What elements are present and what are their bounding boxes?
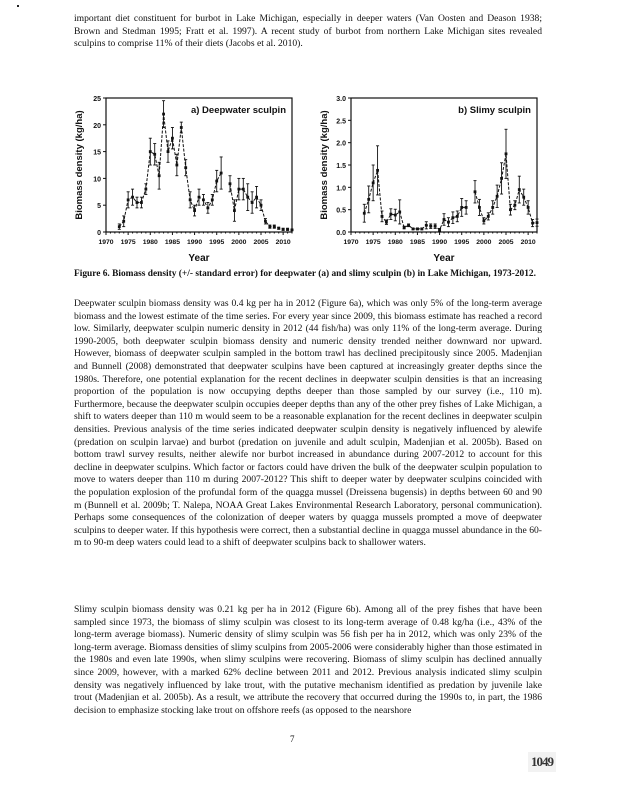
data-point bbox=[451, 216, 454, 219]
y-tick-label: 0.5 bbox=[336, 207, 346, 215]
data-point bbox=[372, 181, 375, 184]
data-point bbox=[122, 220, 125, 223]
data-point bbox=[291, 228, 294, 231]
data-point bbox=[202, 198, 205, 201]
data-point bbox=[229, 182, 232, 185]
data-point bbox=[193, 209, 196, 212]
data-point bbox=[412, 227, 415, 230]
data-point bbox=[189, 198, 192, 201]
data-point bbox=[180, 126, 183, 129]
data-point bbox=[255, 196, 258, 199]
data-point bbox=[478, 206, 481, 209]
figure-6 bbox=[70, 90, 550, 265]
x-tick-label: 1995 bbox=[209, 239, 225, 246]
chart-title: b) Slimy sculpin bbox=[458, 105, 531, 116]
data-point bbox=[447, 221, 450, 224]
data-point bbox=[127, 198, 130, 201]
data-point bbox=[531, 222, 534, 225]
data-point bbox=[260, 204, 263, 207]
data-point bbox=[153, 153, 156, 156]
y-tick-label: 0 bbox=[97, 230, 101, 237]
data-point bbox=[158, 174, 161, 177]
data-point bbox=[385, 221, 388, 224]
data-point bbox=[136, 201, 139, 204]
data-point bbox=[443, 218, 446, 221]
intro-paragraph: important diet constituent for burbot in Lake Michigan, especially in deeper waters (Van Oosten and Deason 1938; Brown and Stedman 1995; Fratt et al. 1997). A recent study of burbot from northern Lake Michigan sites revealed sculpins to comprise 11% of their diets (Jacobs et al. 2010). bbox=[74, 13, 542, 50]
data-point bbox=[487, 215, 490, 218]
x-tick-label: 1980 bbox=[387, 239, 403, 246]
data-series-line bbox=[364, 154, 537, 230]
x-tick-label: 2010 bbox=[520, 239, 536, 246]
y-tick-label: 10 bbox=[93, 176, 101, 184]
x-tick-label: 1990 bbox=[432, 239, 448, 246]
y-tick-label: 0.0 bbox=[336, 230, 346, 237]
data-point bbox=[527, 206, 530, 209]
x-axis-label: Year bbox=[188, 253, 210, 264]
data-point bbox=[198, 196, 201, 199]
y-tick-label: 3.0 bbox=[336, 96, 346, 103]
data-point bbox=[118, 225, 121, 228]
data-point bbox=[215, 180, 218, 183]
data-point bbox=[376, 169, 379, 172]
data-point bbox=[505, 152, 508, 155]
x-tick-label: 1995 bbox=[454, 239, 470, 246]
data-series-line bbox=[119, 114, 292, 230]
x-tick-label: 1980 bbox=[142, 239, 158, 246]
figure-caption: Figure 6. Biomass density (+/- standard error) for deepwater (a) and slimy sculpin (b) in Lake Michigan, 1973-2012. bbox=[74, 269, 536, 279]
x-tick-label: 2005 bbox=[253, 239, 269, 246]
data-point bbox=[482, 219, 485, 222]
x-tick-label: 1975 bbox=[365, 239, 381, 246]
data-point bbox=[438, 228, 441, 231]
data-point bbox=[268, 225, 271, 228]
data-point bbox=[171, 137, 174, 140]
x-tick-label: 1970 bbox=[343, 239, 359, 246]
data-point bbox=[491, 206, 494, 209]
y-tick-label: 2.5 bbox=[336, 118, 346, 126]
data-point bbox=[167, 150, 170, 153]
data-point bbox=[381, 215, 384, 218]
data-point bbox=[264, 220, 267, 223]
data-point bbox=[140, 201, 143, 204]
data-point bbox=[513, 204, 516, 207]
plot-frame bbox=[351, 98, 537, 232]
data-point bbox=[522, 196, 525, 199]
plot-frame bbox=[106, 98, 292, 232]
x-tick-label: 1990 bbox=[187, 239, 203, 246]
chart-deepwater-sculpin bbox=[70, 90, 305, 265]
chart-slimy-sculpin bbox=[315, 90, 550, 265]
data-point bbox=[206, 206, 209, 209]
data-point bbox=[536, 221, 539, 224]
data-point bbox=[394, 214, 397, 217]
data-point bbox=[184, 166, 187, 169]
x-tick-label: 2005 bbox=[498, 239, 514, 246]
x-tick-label: 1975 bbox=[120, 239, 136, 246]
x-tick-label: 2000 bbox=[231, 239, 247, 246]
data-point bbox=[460, 206, 463, 209]
y-tick-label: 2.0 bbox=[336, 140, 346, 148]
data-point bbox=[131, 196, 134, 199]
y-tick-label: 1.0 bbox=[336, 185, 346, 193]
y-tick-label: 20 bbox=[93, 122, 101, 130]
paragraph-deepwater-sculpin: Deepwater sculpin biomass density was 0.4 kg per ha in 2012 (Figure 6a), which was only 5% of the long-term average biomass and the lowest estimate of the time series. For every year since 2009, this biomass estimate has reached a record low. Similarly, deepwater sculpin numeric density in 2012 (44 fish/ha) was only 11% of the long-term average. During 1990-2005, both deepwater sculpin biomass density and numeric density trended neither downward nor upward. However, biomass of deepwater sculpin sampled in the bottom trawl has declined precipitously since 2005. Madenjian and Bunnell (2008) demonstrated that deepwater sculpins have been captured at increasingly greater depths since the 1980s. Therefore, one potential explanation for the recent declines in deepwater sculpin densities is that an increasing proportion of the population is now occupying depths deeper than those sampled by our survey (i.e., 110 m). Furthermore, because the deepwater sculpin occupies deeper depths than any of the other prey fishes of Lake Michigan, a shift to waters deeper than 110 m would seem to be a reasonable explanation for the recent declines in deepwater sculpin densities. Previous analysis of the time series indicated deepwater sculpin density is negatively influenced by alewife (predation on sculpin larvae) and burbot (predation on juvenile and adult sculpin, Madenjian et al. 2005b). Based on bottom trawl survey results, neither alewife nor burbot increased in abundance during 2007-2012 to account for this decline in deepwater sculpins. Which factor or factors could have driven the bulk of the deepwater sculpin population to move to waters deeper than 110 m during 2007-2012? This shift to deeper water by deepwater sculpins coincided with the population explosion of the profundal form of the quagga mussel (Dreissena bugensis) in depths between 60 and 90 m (Bunnell et al. 2009b; T. Nalepa, NOAA Great Lakes Environmental Research Laboratory, personal communication). Perhaps some consequences of the colonization of deeper waters by quagga mussels prompted a move of deepwater sculpins to deeper water. If this hypothesis were correct, then a substantial decline in quagga mussel abundance in the 60-m to 90-m deep waters could lead to a shift of deepwater sculpins back to shallower waters. bbox=[74, 298, 542, 549]
data-point bbox=[518, 188, 521, 191]
data-point bbox=[237, 188, 240, 191]
data-point bbox=[242, 188, 245, 191]
data-point bbox=[246, 196, 249, 199]
bates-stamp: 1049 bbox=[528, 752, 556, 772]
x-axis-label: Year bbox=[433, 253, 455, 264]
data-point bbox=[175, 164, 178, 167]
y-axis-label: Biomass density (kg/ha) bbox=[74, 110, 85, 220]
y-tick-label: 1.5 bbox=[336, 163, 346, 170]
x-tick-label: 2000 bbox=[476, 239, 492, 246]
data-point bbox=[144, 188, 147, 191]
y-tick-label: 5 bbox=[97, 203, 101, 211]
data-point bbox=[496, 195, 499, 198]
scan-speck bbox=[17, 5, 19, 7]
data-point bbox=[465, 206, 468, 209]
data-point bbox=[398, 211, 401, 214]
y-tick-label: 15 bbox=[93, 149, 101, 157]
data-point bbox=[403, 226, 406, 229]
data-point bbox=[233, 209, 236, 212]
data-point bbox=[363, 212, 366, 215]
data-point bbox=[273, 225, 276, 228]
y-tick-label: 25 bbox=[93, 96, 101, 103]
data-point bbox=[162, 113, 165, 116]
data-point bbox=[434, 225, 437, 228]
data-point bbox=[407, 224, 410, 227]
data-point bbox=[367, 198, 370, 201]
x-tick-label: 1985 bbox=[164, 239, 180, 246]
data-point bbox=[282, 228, 285, 231]
data-point bbox=[277, 227, 280, 230]
data-point bbox=[420, 227, 423, 230]
data-point bbox=[389, 213, 392, 216]
data-point bbox=[509, 208, 512, 211]
data-point bbox=[500, 177, 503, 180]
data-point bbox=[211, 198, 214, 201]
data-point bbox=[251, 201, 254, 204]
x-tick-label: 2010 bbox=[275, 239, 291, 246]
y-axis-label: Biomass density (kg/ha) bbox=[319, 110, 330, 220]
data-point bbox=[286, 228, 289, 231]
data-point bbox=[474, 190, 477, 193]
data-point bbox=[456, 215, 459, 218]
data-point bbox=[429, 225, 432, 228]
x-tick-label: 1985 bbox=[409, 239, 425, 246]
data-point bbox=[149, 150, 152, 153]
data-point bbox=[425, 224, 428, 227]
chart-title: a) Deepwater sculpin bbox=[190, 105, 286, 116]
data-point bbox=[416, 227, 419, 230]
page-number: 7 bbox=[290, 734, 295, 744]
data-point bbox=[220, 172, 223, 175]
x-tick-label: 1970 bbox=[98, 239, 114, 246]
paragraph-slimy-sculpin: Slimy sculpin biomass density was 0.21 kg per ha in 2012 (Figure 6b). Among all of the prey fishes that have been sampled since 1973, the biomass of slimy sculpin was closest to its long-term average of 0.48 kg/ha (i.e., 43% of the long-term average biomass). Numeric density of slimy sculpin was 56 fish per ha in 2012, which was only 23% of the long-term average. Biomass densities of slimy sculpins from 2005-2006 were considerably higher than those estimated in the 1980s and even late 1990s, when slimy sculpins were recovering. Biomass of slimy sculpin has declined annually since 2009, however, with a marked 62% decline between 2011 and 2012. Previous analysis indicated slimy sculpin density was negatively influenced by lake trout, with the putative mechanism identified as predation by juvenile lake trout (Madenjian et al. 2005b). As a result, we attribute the recovery that occurred during the 1990s to, in part, the 1986 decision to emphasize stocking lake trout on offshore reefs (as opposed to the nearshore bbox=[74, 604, 542, 716]
